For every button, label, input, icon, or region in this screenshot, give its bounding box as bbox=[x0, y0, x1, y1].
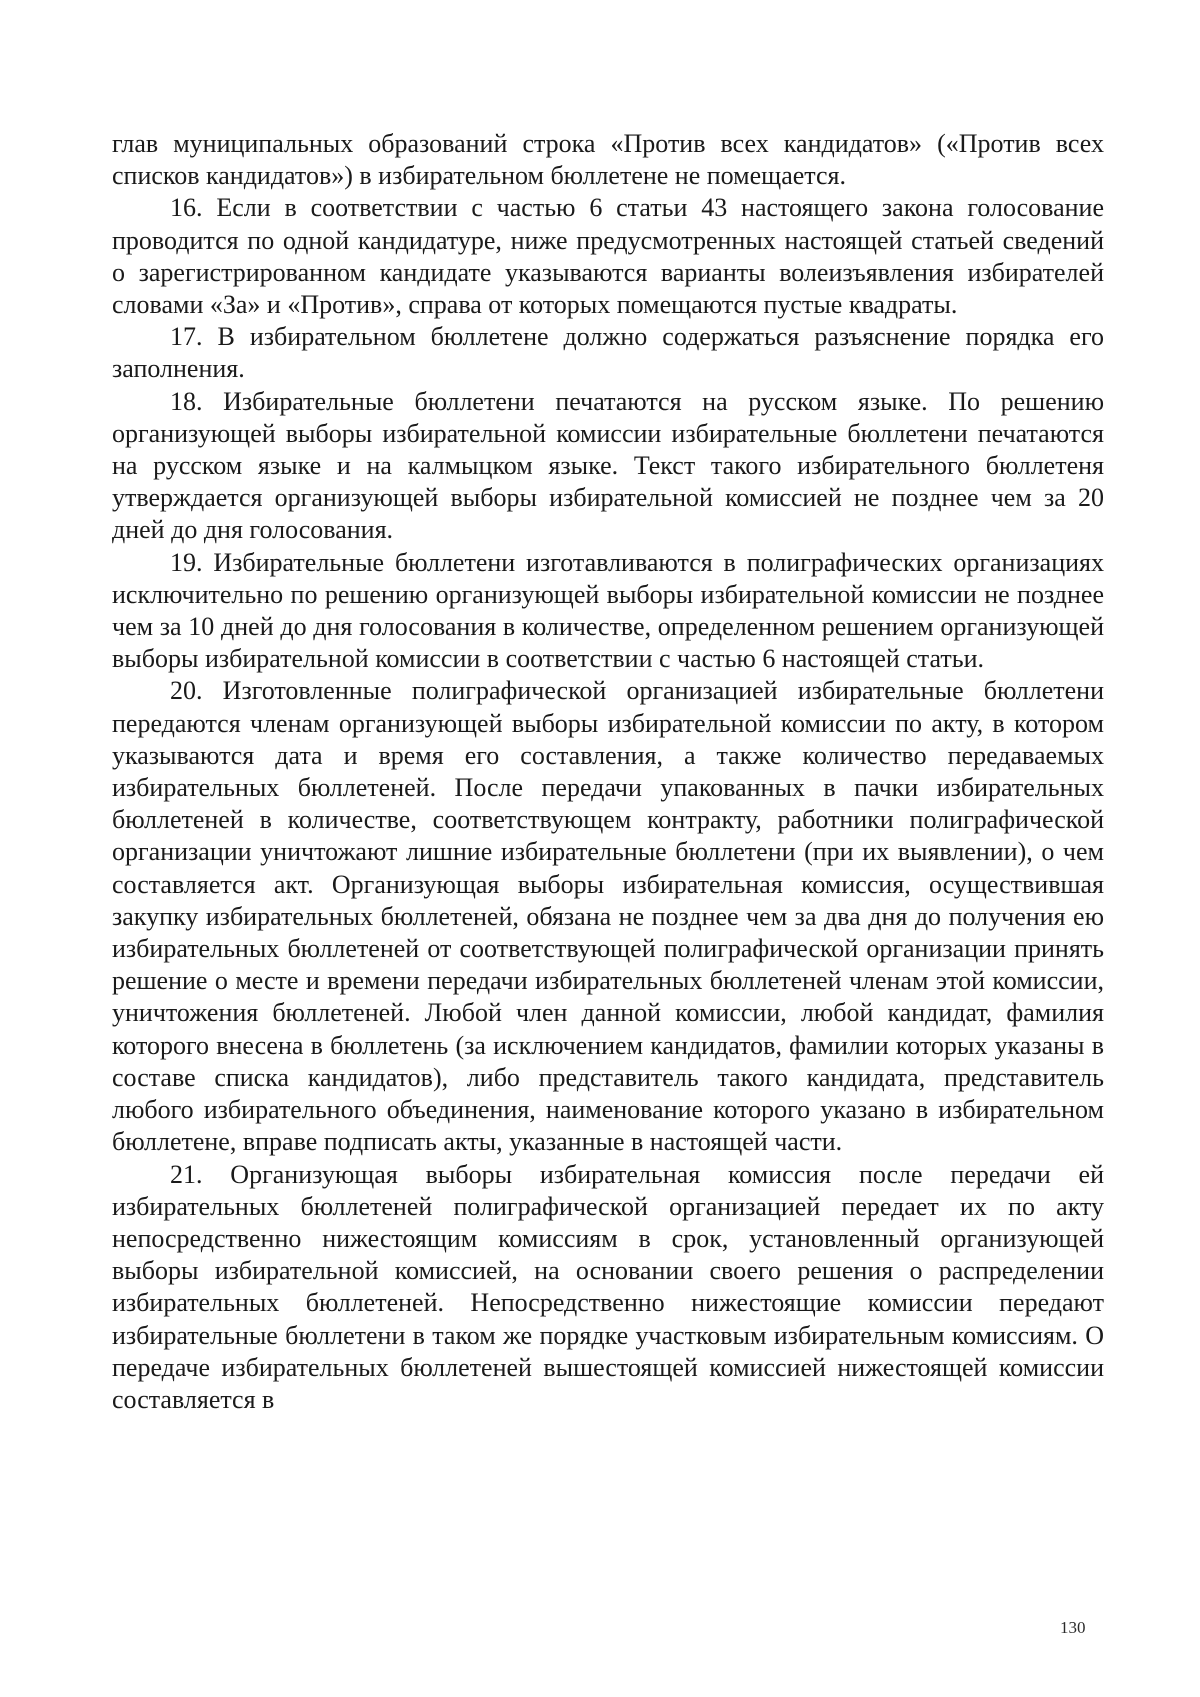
paragraph-17: 17. В избирательном бюллетене должно содержаться разъяснение порядка его заполнения. bbox=[112, 322, 1104, 384]
paragraph-20: 20. Изготовленные полиграфической организацией избирательные бюллетени передаются членам организующей выборы избирательной комиссии по акту, в котором указываются дата и время его составления, а также количество передаваемых избирательных бюллетеней. После передачи упакованных в пачки избирательных бюллетеней в количестве, соответствующем контракту, работники полиграфической организации уничтожают лишние избирательные бюллетени (при их выявлении), о чем составляется акт. Организующая выборы избирательная комиссия, осуществившая закупку избирательных бюллетеней, обязана не позднее чем за два дня до получения ею избирательных бюллетеней от соответствующей полиграфической организации принять решение о месте и времени передачи избирательных бюллетеней членам этой комиссии, уничтожения бюллетеней. Любой член данной комиссии, любой кандидат, фамилия которого внесена в бюллетень (за исключением кандидатов, фамилии которых указаны в составе списка кандидатов), либо представитель такого кандидата, представитель любого избирательного объединения, наименование которого указано в избирательном бюллетене, вправе подписать акты, указанные в настоящей части. bbox=[112, 676, 1104, 1157]
paragraph-18: 18. Избирательные бюллетени печатаются на русском языке. По решению организующей выборы избирательной комиссии избирательные бюллетени печатаются на русском языке и на калмыцком языке. Текст такого избирательного бюллетеня утверждается организующей выборы избирательной комиссией не позднее чем за 20 дней до дня голосования. bbox=[112, 386, 1104, 545]
paragraph-16: 16. Если в соответствии с частью 6 статьи 43 настоящего закона голосование проводится по одной кандидатуре, ниже предусмотренных настоящей статьей сведений о зарегистрированном кандидате указываются варианты волеизъявления избирателей словами «За» и «Против», справа от которых помещаются пустые квадраты. bbox=[112, 193, 1104, 320]
page-number: 130 bbox=[1060, 1618, 1086, 1637]
paragraph-19: 19. Избирательные бюллетени изготавливаются в полиграфических организациях исключительно по решению организующей выборы избирательной комиссии не позднее чем за 10 дней до дня голосования в количестве, определенном решением организующей выборы избирательной комиссии в соответствии с частью 6 настоящей статьи. bbox=[112, 547, 1104, 674]
paragraph-continuation: глав муниципальных образований строка «Против всех кандидатов» («Против всех списков кандидатов») в избирательном бюллетене не помещается. bbox=[112, 129, 1104, 191]
paragraph-21: 21. Организующая выборы избирательная комиссия после передачи ей избирательных бюллетеней полиграфической организацией передает их по акту непосредственно нижестоящим комиссиям в срок, установленный организующей выборы избирательной комиссией, на основании своего решения о распределении избирательных бюллетеней. Непосредственно нижестоящие комиссии передают избирательные бюллетени в таком же порядке участковым избирательным комиссиям. О передаче избирательных бюллетеней вышестоящей комиссией нижестоящей комиссии составляется в bbox=[112, 1159, 1104, 1414]
document-page bbox=[112, 128, 1104, 1416]
